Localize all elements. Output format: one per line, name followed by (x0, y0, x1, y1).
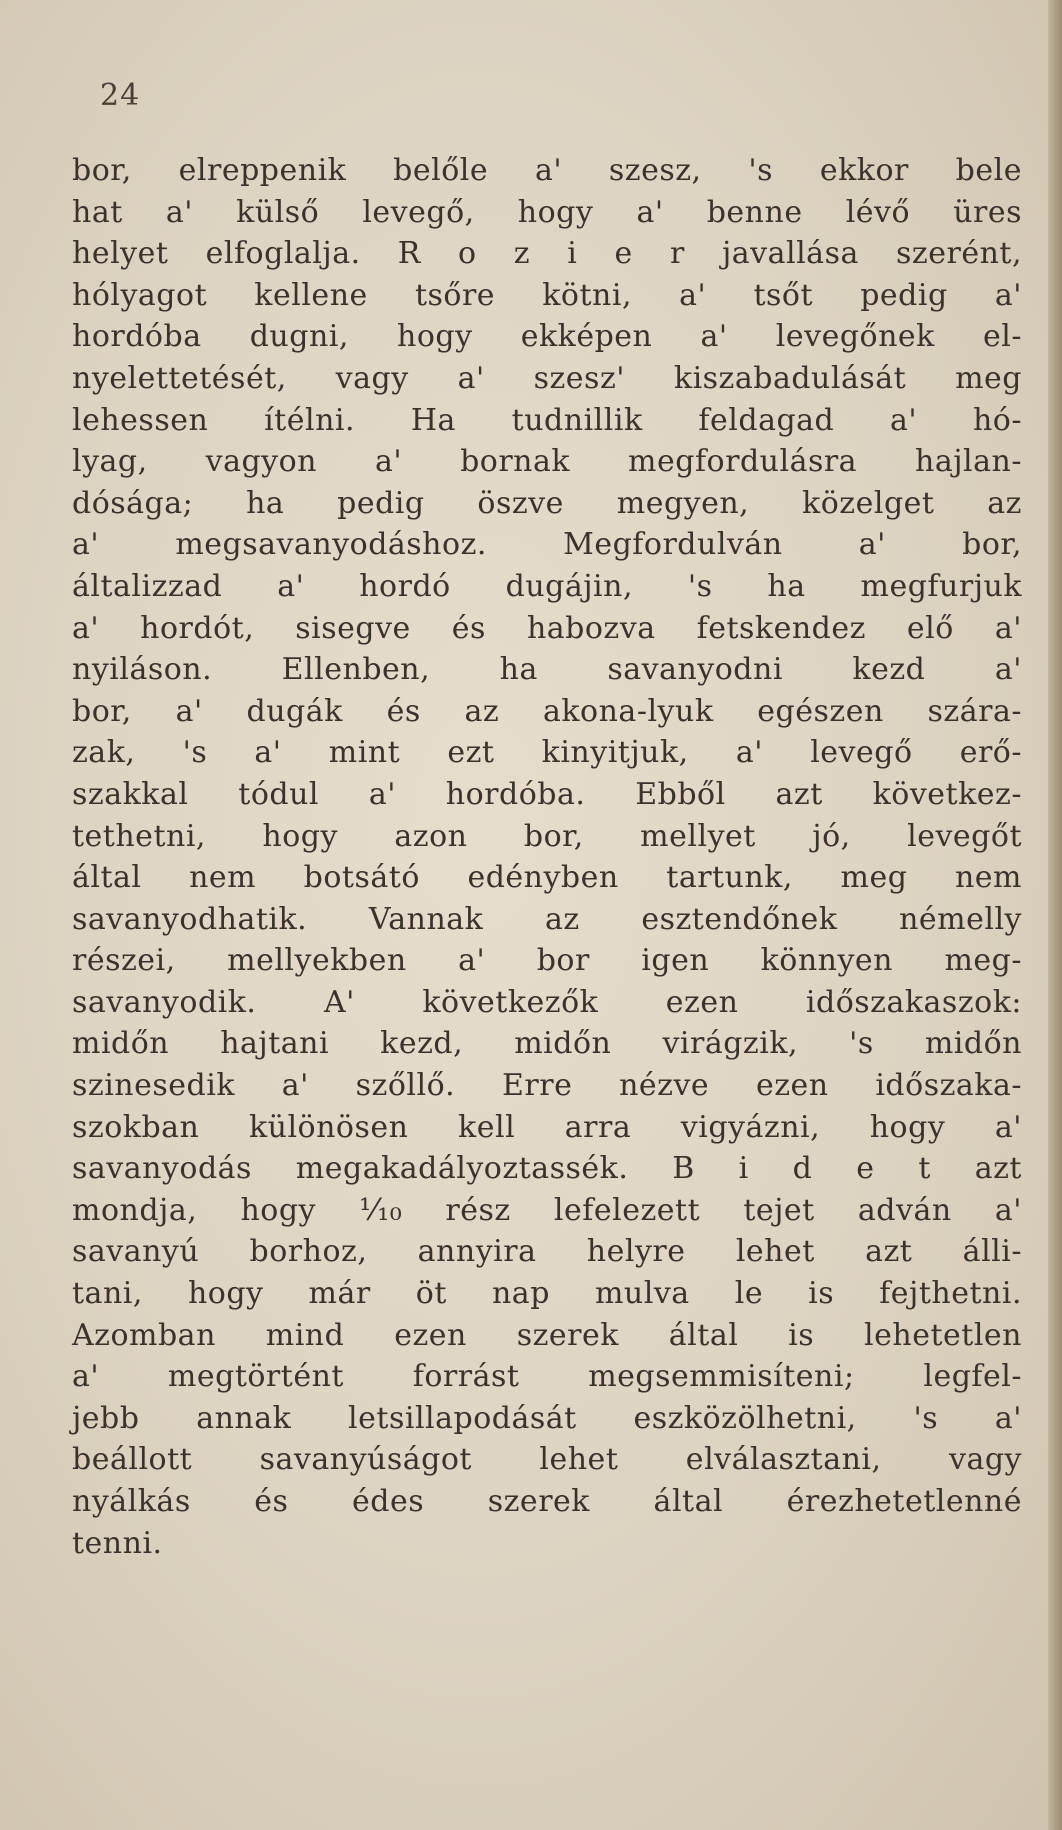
text-line: savanyodik. A' következők ezen időszakaszok: (72, 984, 1022, 1020)
text-line: Azomban mind ezen szerek által is lehetetlen (72, 1317, 1022, 1353)
text-line: nyelettetését, vagy a' szesz' kiszabadulását meg (72, 360, 1022, 396)
text-line: savanyú borhoz, annyira helyre lehet azt álli- (72, 1234, 1022, 1270)
text-line: mondja, hogy ¹⁄₁₀ rész lefelezett tejet adván a' (72, 1192, 1022, 1228)
text-line: tenni. (72, 1525, 163, 1561)
text-line: midőn hajtani kezd, midőn virágzik, 's midőn (72, 1026, 1022, 1062)
text-line: szakkal tódul a' hordóba. Ebből azt következ- (72, 776, 1022, 812)
text-line: bor, elreppenik belőle a' szesz, 's ekkor bele (72, 153, 1022, 188)
text-line: hordóba dugni, hogy ekképen a' levegőnek el- (72, 319, 1022, 355)
text-line: részei, mellyekben a' bor igen könnyen meg- (72, 943, 1022, 979)
text-line: beállott savanyúságot lehet elválasztani, vagy (72, 1442, 1022, 1478)
text-line: bor, a' dugák és az akona-lyuk egészen szára- (72, 693, 1022, 729)
text-line: dósága; ha pedig öszve megyen, közelget az (72, 485, 1022, 521)
text-line: a' megtörtént forrást megsemmisíteni; legfel- (72, 1359, 1022, 1395)
text-line: a' megsavanyodáshoz. Megfordulván a' bor, (72, 527, 1022, 563)
page-number: 24 (100, 78, 141, 113)
text-line: tani, hogy már öt nap mulva le is fejthetni. (72, 1276, 1022, 1312)
text-line: lehessen ítélni. Ha tudnillik feldagad a' hó- (72, 402, 1022, 438)
text-line: általizzad a' hordó dugájin, 's ha megfurjuk (72, 568, 1022, 604)
text-line: hólyagot kellene tsőre kötni, a' tsőt pedig a' (72, 277, 1022, 313)
text-line: lyag, vagyon a' bornak megfordulásra hajlan- (72, 444, 1022, 480)
text-line: szinesedik a' szőllő. Erre nézve ezen időszaka- (72, 1068, 1022, 1104)
text-line: savanyodhatik. Vannak az esztendőnek némelly (72, 901, 1022, 937)
text-line: nyiláson. Ellenben, ha savanyodni kezd a' (72, 652, 1022, 688)
text-line: a' hordót, sisegve és habozva fetskendez elő a' (72, 610, 1022, 646)
text-line: tethetni, hogy azon bor, mellyet jó, levegőt (72, 818, 1022, 854)
body-text (72, 150, 1022, 1564)
text-line: savanyodás megakadályoztassék. B i d e t azt (72, 1151, 1022, 1187)
text-line: helyet elfoglalja. R o z i e r javallása szerént, (72, 236, 1022, 272)
text-line: hat a' külső levegő, hogy a' benne lévő üres (72, 194, 1022, 230)
page-edge (1048, 0, 1062, 1830)
text-line: szokban különösen kell arra vigyázni, hogy a' (72, 1109, 1022, 1145)
text-line: zak, 's a' mint ezt kinyitjuk, a' levegő erő- (72, 735, 1022, 771)
text-line: nyálkás és édes szerek által érezhetetlenné (72, 1484, 1022, 1519)
text-line: által nem botsátó edényben tartunk, meg nem (72, 860, 1022, 896)
text-line: jebb annak letsillapodását eszközölhetni, 's a' (72, 1400, 1022, 1436)
